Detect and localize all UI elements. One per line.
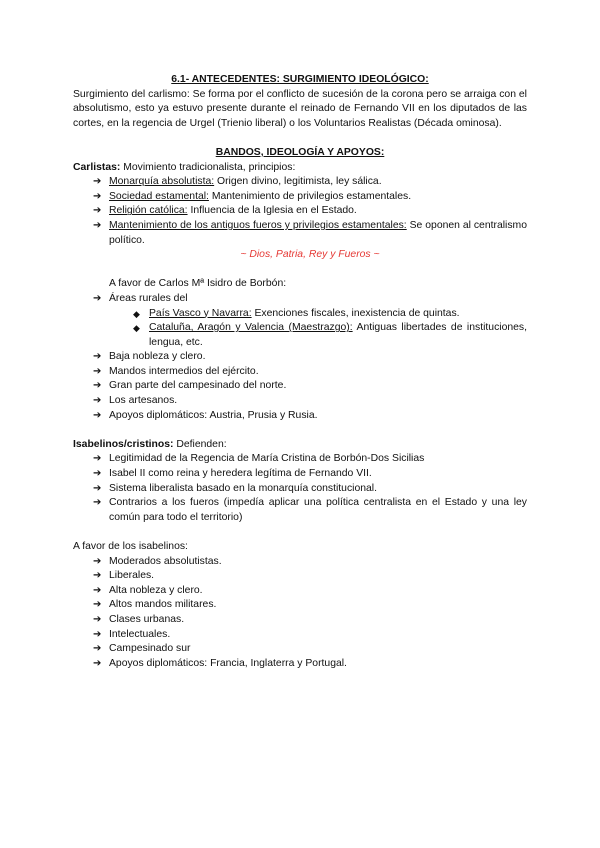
arrow-icon: ➔: [93, 453, 102, 465]
arrow-icon: ➔: [93, 409, 102, 421]
arrow-icon: ➔: [93, 219, 102, 231]
carlist-motto: ~ Dios, Patria, Rey y Fueros ~: [240, 249, 380, 261]
arrow-icon: ➔: [93, 482, 102, 494]
list-item: ➔ Monarquía absolutista: Origen divino, legitimista, ley sálica.: [93, 175, 527, 190]
isabelinos-supporters-list: [73, 555, 527, 672]
list-item: ➔ Contrarios a los fueros (impedía aplicar una política centralista en el Estado y una ley común para todo el territorio): [93, 497, 527, 523]
diamond-icon: ◆: [133, 323, 140, 334]
list-item: ➔ Clases urbanas.: [93, 613, 527, 628]
diamond-icon: ◆: [133, 308, 140, 319]
arrow-icon: ➔: [93, 395, 102, 407]
isabelinos-favor: A favor de los isabelinos:: [73, 541, 188, 552]
list-item: ➔ Apoyos diplomáticos: Francia, Inglaterra y Portugal.: [93, 657, 527, 672]
list-item: ➔ Mantenimiento de los antiguos fueros y privilegios estamentales: Se oponen al centralismo político.: [93, 219, 527, 246]
carlistas-favor: A favor de Carlos Mª Isidro de Borbón:: [109, 278, 287, 290]
arrow-icon: ➔: [93, 365, 102, 377]
isabelinos-label: Isabelinos/cristinos:: [73, 438, 174, 450]
carlistas-label: Carlistas:: [73, 161, 121, 173]
list-item: ➔ Religión católica: Influencia de la Iglesia en el Estado.: [93, 204, 527, 219]
list-item: ➔ Los artesanos.: [93, 394, 527, 409]
list-item: ➔ Legitimidad de la Regencia de María Cristina de Borbón-Dos Sicilias: [93, 452, 527, 467]
arrow-icon: ➔: [93, 643, 102, 655]
list-item: ➔ Gran parte del campesinado del norte.: [93, 379, 527, 394]
arrow-icon: ➔: [93, 380, 102, 392]
arrow-icon: ➔: [93, 613, 102, 625]
arrow-icon: ➔: [93, 292, 102, 304]
list-item: ◆ País Vasco y Navarra: Exenciones fiscales, inexistencia de quintas.: [133, 307, 527, 322]
list-item: ➔ Isabel II como reina y heredera legítima de Fernando VII.: [93, 467, 527, 482]
list-item: ➔ Intelectuales.: [93, 628, 527, 643]
list-item: ➔ Sistema liberalista basado en la monarquía constitucional.: [93, 482, 527, 497]
arrow-icon: ➔: [93, 190, 102, 202]
carlistas-supporters-list: [73, 292, 527, 423]
arrow-icon: ➔: [93, 628, 102, 640]
arrow-icon: ➔: [93, 657, 102, 669]
list-item: ➔ Baja nobleza y clero.: [93, 350, 527, 365]
arrow-icon: ➔: [93, 351, 102, 363]
arrow-icon: ➔: [93, 570, 102, 582]
list-item: ➔ Liberales.: [93, 569, 527, 584]
arrow-icon: ➔: [93, 176, 102, 188]
list-item: ➔ Altos mandos militares.: [93, 598, 527, 613]
section-title-antecedentes: 6.1- ANTECEDENTES: SURGIMIENTO IDEOLÓGICO:: [171, 74, 429, 85]
isabelinos-intro: Isabelinos/cristinos: Defienden:: [73, 438, 227, 450]
list-item: ➔ Alta nobleza y clero.: [93, 584, 527, 599]
list-item: ➔ Moderados absolutistas.: [93, 555, 527, 570]
carlismo-paragraph: Surgimiento del carlismo: Se forma por el conflicto de sucesión de la corona pero se arraiga con el absolutismo, esto ya estuvo presente durante el reinado de Fernando VII en los diputados de las cortes, en la regencia de Urgel (Trienio liberal) o los Voluntarios Realistas (Década ominosa).: [73, 88, 527, 129]
section-title-bandos: BANDOS, IDEOLOGÍA Y APOYOS:: [215, 146, 385, 158]
list-item: ➔ Apoyos diplomáticos: Austria, Prusia y Rusia.: [93, 409, 527, 424]
list-item: ◆ Cataluña, Aragón y Valencia (Maestrazgo): Antiguas libertades de instituciones, lengua, etc.: [133, 322, 527, 348]
arrow-icon: ➔: [93, 555, 102, 567]
carlistas-principles-list: [73, 175, 527, 248]
arrow-icon: ➔: [93, 599, 102, 611]
isabelinos-principles-list: [73, 452, 527, 525]
list-item: ➔ Áreas rurales del ◆ País Vasco y Navarra: Exenciones fiscales, inexistencia de quintas. ◆ Cataluña, Aragón y Valencia (Maestrazgo): Antiguas libertades de instituciones, lengua, etc.: [93, 292, 527, 350]
arrow-icon: ➔: [93, 468, 102, 480]
arrow-icon: ➔: [93, 584, 102, 596]
regions-list: [109, 307, 527, 351]
arrow-icon: ➔: [93, 205, 102, 217]
list-item: ➔ Sociedad estamental: Mantenimiento de privilegios estamentales.: [93, 190, 527, 205]
arrow-icon: ➔: [93, 497, 102, 509]
carlistas-intro: Carlistas: Movimiento tradicionalista, principios:: [73, 161, 296, 173]
list-item: ➔ Campesinado sur: [93, 642, 527, 657]
document-page: [73, 73, 527, 671]
list-item: ➔ Mandos intermedios del ejército.: [93, 365, 527, 380]
